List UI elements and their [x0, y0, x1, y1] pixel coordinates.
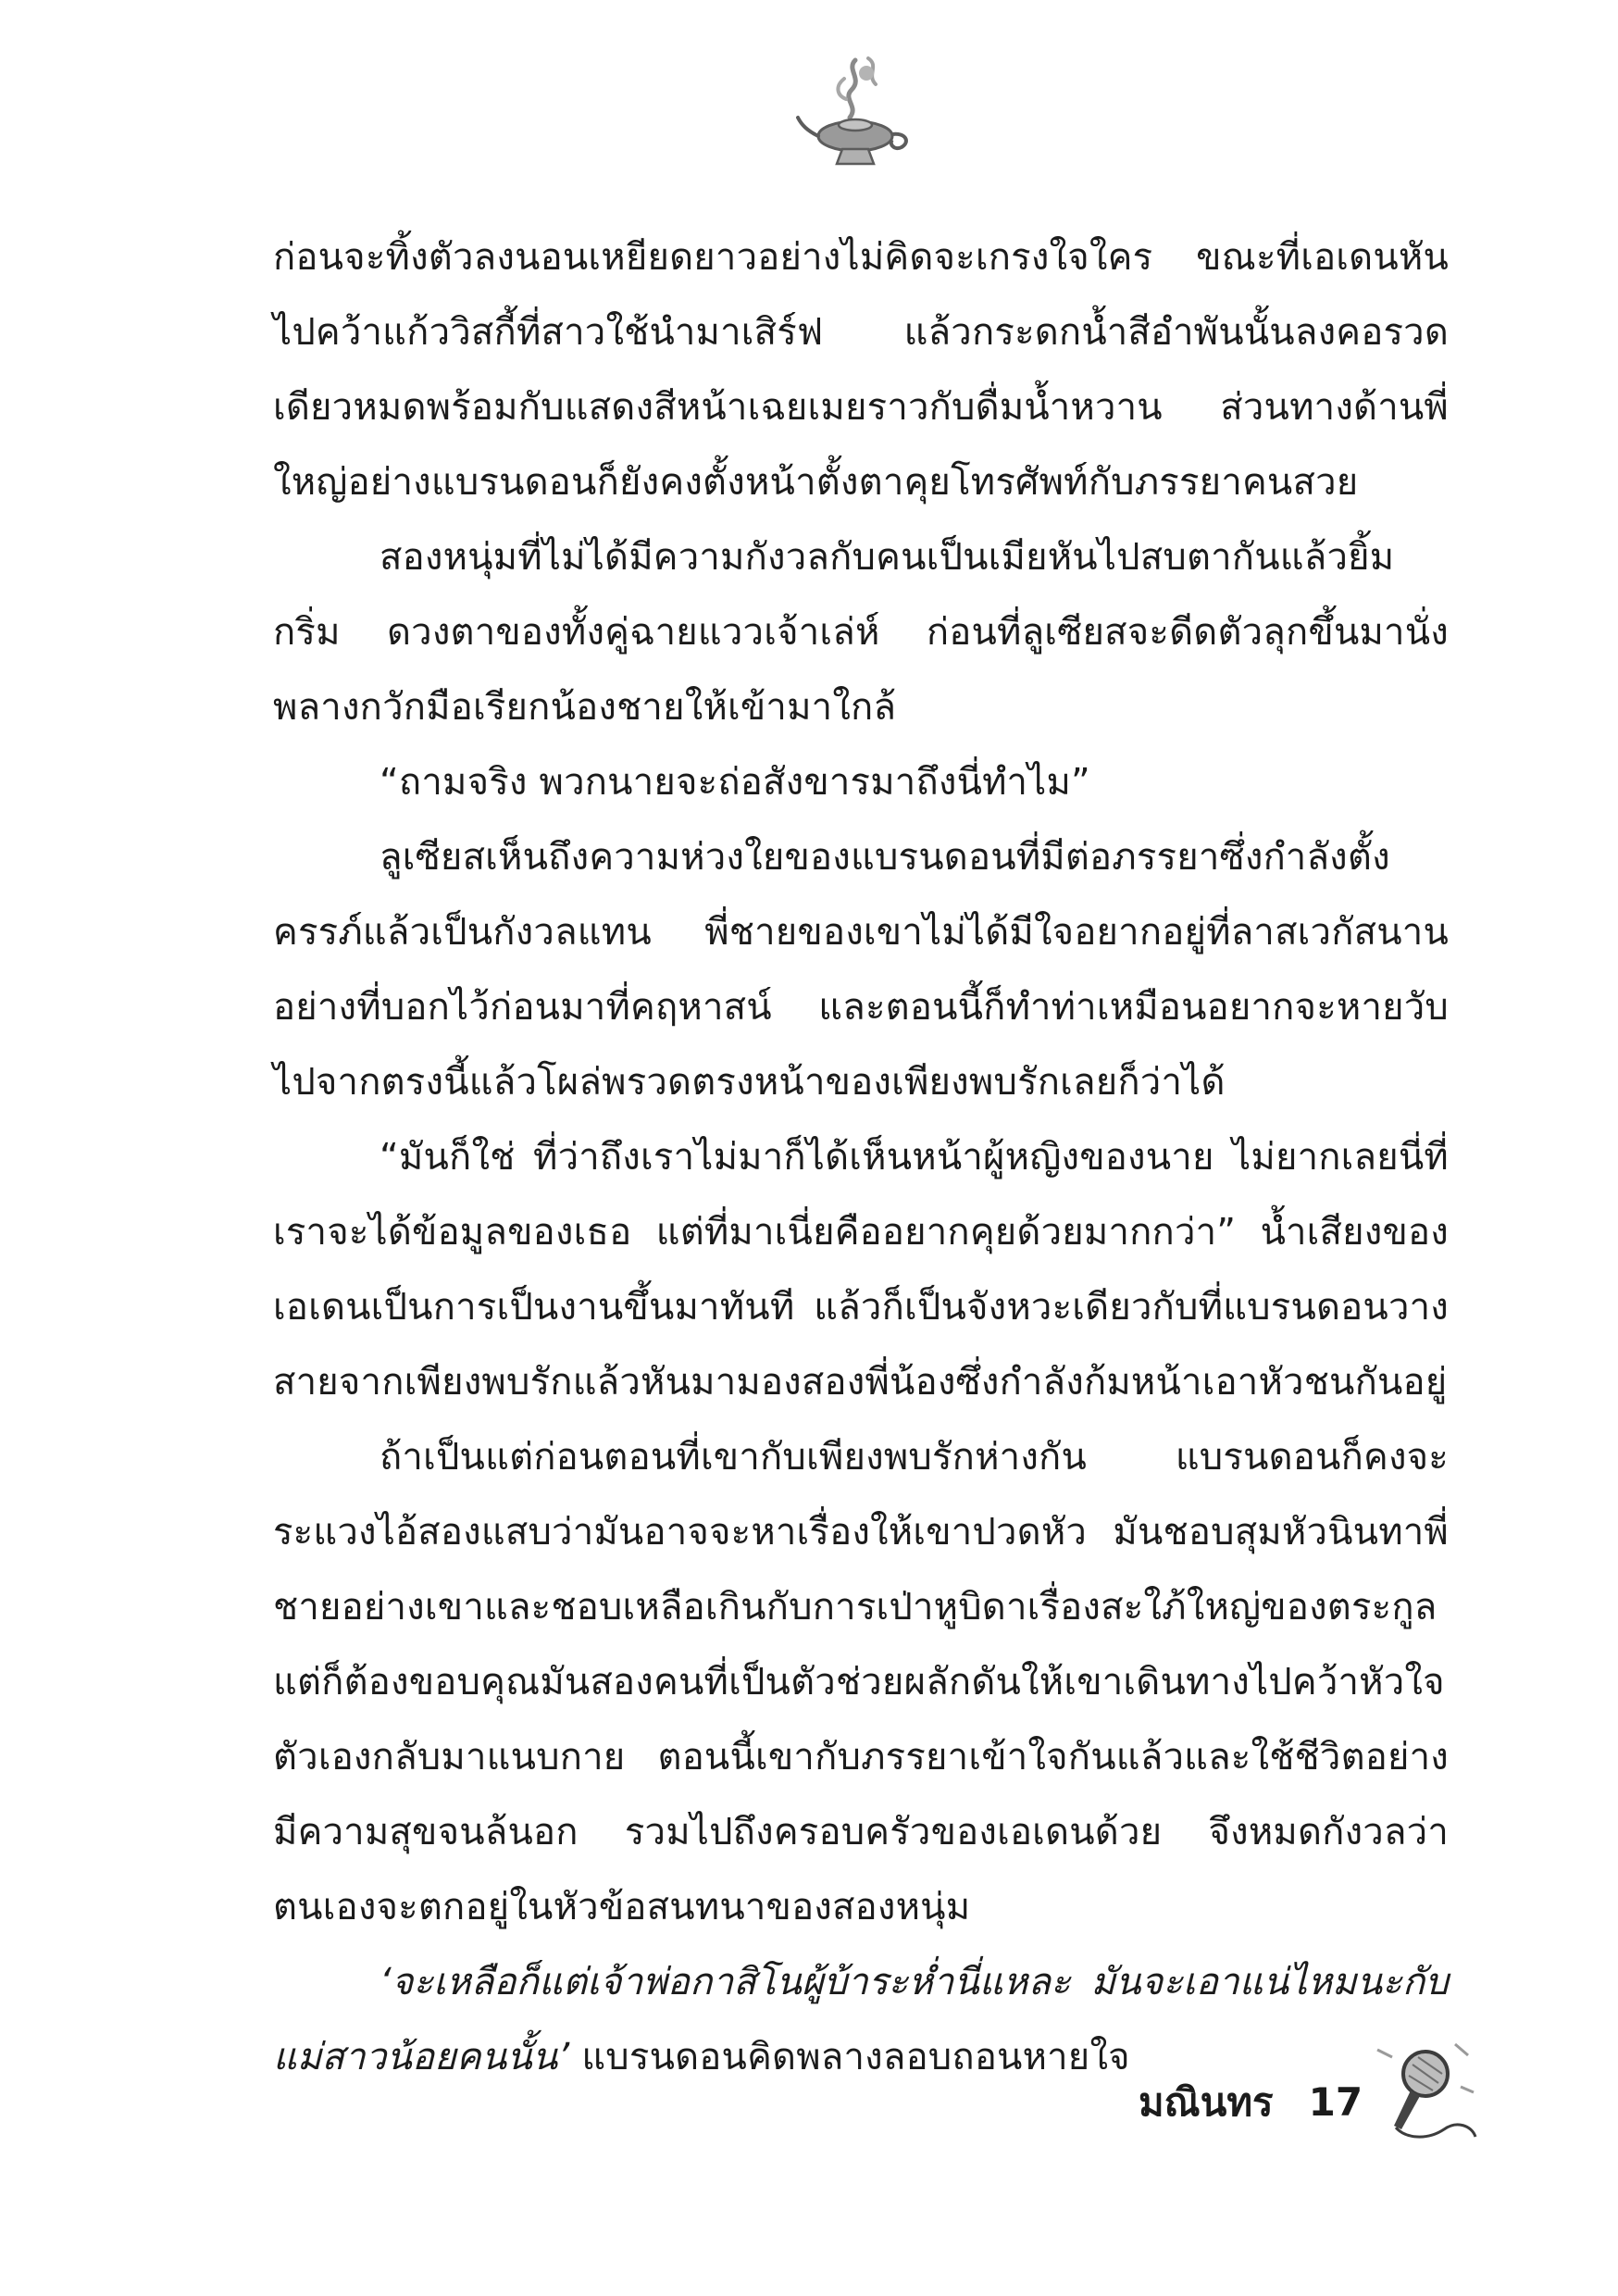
- paragraph-1: ก่อนจะทิ้งตัวลงนอนเหยียดยาวอย่างไม่คิดจะเกรงใจใคร ขณะที่เอเดนหันไปคว้าแก้ววิสกี้ที่สาวใช้นำมาเสิร์ฟ แล้วกระดกน้ำสีอำพันนั้นลงคอรวดเดียวหมดพร้อมกับแสดงสีหน้าเฉยเมยราวกับดื่มน้ำหวาน ส่วนทางด้านพี่ใหญ่อย่างแบรนดอนก็ยังคงตั้งหน้าตั้งตาคุยโทรศัพท์กับภรรยาคนสวย: [273, 236, 1449, 504]
- page-body: [273, 220, 1449, 2095]
- author-name: มณินทร: [1139, 2079, 1274, 2125]
- paragraph-2: สองหนุ่มที่ไม่ได้มีความกังวลกับคนเป็นเมียหันไปสบตากันแล้วยิ้มกริ่ม ดวงตาของทั้งคู่ฉายแววเจ้าเล่ห์ ก่อนที่ลูเซียสจะดีดตัวลุกขึ้นมานั่งพลางกวักมือเรียกน้องชายให้เข้ามาใกล้: [273, 536, 1449, 729]
- paragraph-4: ลูเซียสเห็นถึงความห่วงใยของแบรนดอนที่มีต่อภรรยาซึ่งกำลังตั้งครรภ์แล้วเป็นกังวลแทน พี่ชายของเขาไม่ได้มีใจอยากอยู่ที่ลาสเวกัสนานอย่างที่บอกไว้ก่อนมาที่คฤหาสน์ และตอนนี้ก็ทำท่าเหมือนอยากจะหายวับไปจากตรงนี้แล้วโผล่พรวดตรงหน้าของเพียงพบรักเลยก็ว่าได้: [273, 836, 1449, 1104]
- narration: แบรนดอนคิดพลางลอบถอนหายใจ: [569, 2036, 1130, 2078]
- paragraph-3: “ถามจริง พวกนายจะถ่อสังขารมาถึงนี่ทำไม”: [380, 761, 1090, 804]
- page-number: 17: [1308, 2079, 1363, 2125]
- paragraph-6: ถ้าเป็นแต่ก่อนตอนที่เขากับเพียงพบรักห่างกัน แบรนดอนก็คงจะระแวงไอ้สองแสบว่ามันอาจจะหาเรื่องให้เขาปวดหัว มันชอบสุมหัวนินทาพี่ชายอย่างเขาและชอบเหลือเกินกับการเป่าหูบิดาเรื่องสะใภ้ใหญ่ของตระกูล แต่ก็ต้องขอบคุณมันสองคนที่เป็นตัวช่วยผลักดันให้เขาเดินทางไปคว้าหัวใจตัวเองกลับมาแนบกาย ตอนนี้เขากับภรรยาเข้าใจกันแล้วและใช้ชีวิตอย่างมีความสุขจนล้นอก รวมไปถึงครอบครัวของเอเดนด้วย จึงหมดกังวลว่าตนเองจะตกอยู่ในหัวข้อสนทนาของสองหนุ่ม: [273, 1436, 1449, 1928]
- footer-label: [1139, 2072, 1363, 2133]
- paragraph-5: “มันก็ใช่ ที่ว่าถึงเราไม่มาก็ได้เห็นหน้าผู้หญิงของนาย ไม่ยากเลยนี่ที่เราจะได้ข้อมูลของเธอ แต่ที่มาเนี่ยคืออยากคุยด้วยมากกว่า” น้ำเสียงของเอเดนเป็นการเป็นงานขึ้นมาทันที แล้วก็เป็นจังหวะเดียวกับที่แบรนดอนวางสายจากเพียงพบรักแล้วหันมามองสองพี่น้องซึ่งกำลังก้มหน้าเอาหัวชนกันอยู่: [273, 1136, 1449, 1404]
- inner-thought: ‘จะเหลือก็แต่เจ้าพ่อกาสิโนผู้บ้าระห่ำนี่แหละ มันจะเอาแน่ไหมนะกับแม่สาวน้อยคนนั้น’: [273, 1961, 1449, 2078]
- microphone-icon: [1372, 2037, 1483, 2148]
- genie-lamp-icon: [790, 51, 920, 181]
- page-footer: [0, 2037, 1618, 2157]
